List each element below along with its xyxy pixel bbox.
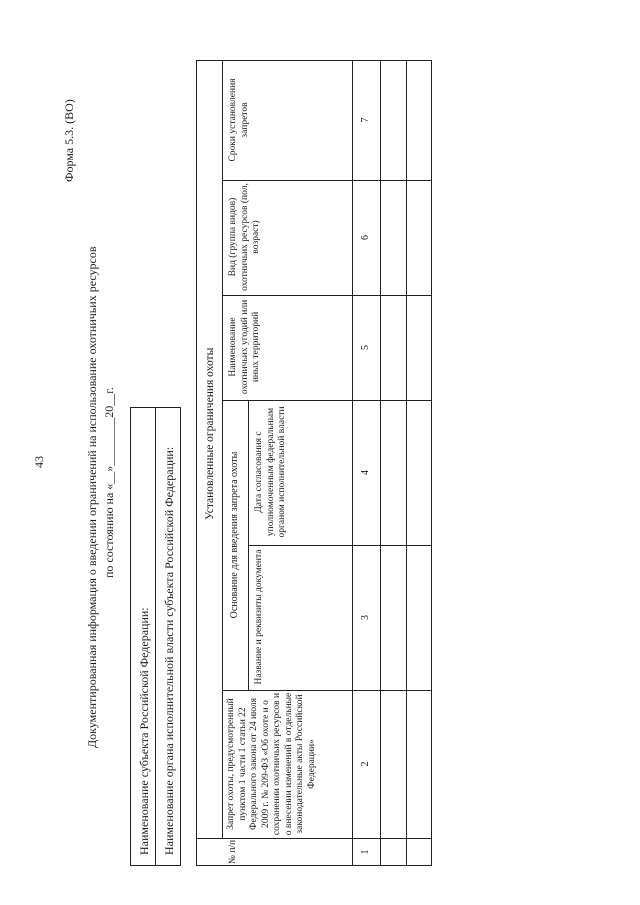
header-col-2: Запрет охоты, предусмотренный пунктом 1 части 1 статьи 22 Федерального закона от 24 июля 2009 г. № 209-ФЗ «Об охоте и о сохранении охотничьих ресурсов и о внесении изменений в отдельные законодательные акты Российской Федерации» — [226, 692, 317, 836]
header-col-1: № п/п — [228, 839, 238, 865]
table-row — [407, 61, 431, 865]
table-row — [381, 61, 405, 865]
sub-group-header: Основание для введения запрета охоты — [229, 451, 240, 619]
col-number-1: 1 — [360, 849, 371, 855]
header-col-6: Вид (группа видов) охотничьих ресурсов (пол, возраст) — [228, 183, 261, 291]
col-number-5: 5 — [360, 345, 371, 350]
form-label: Форма 5.3. (ВО) — [62, 99, 76, 182]
page-number: 43 — [32, 456, 46, 468]
header-col-5: Наименование охотничьих угодий или иных территорий — [228, 299, 261, 395]
document-title: Документированная информация о введении ограничений на использование охотничьих ресурсов — [85, 246, 99, 748]
subject-name-label: Наименование субъекта Российской Федерации: — [137, 607, 151, 855]
header-col-3: Название и реквизиты документа — [254, 549, 264, 685]
authority-name-label: Наименование органа исполнительной власти субъекта Российской Федерации: — [162, 446, 176, 855]
header-col-4: Дата согласования с уполномоченным федеральным органом исполнительной власти — [254, 406, 287, 538]
document-date-line: по состоянию на «__»________20__г. — [102, 387, 116, 578]
col-number-2: 2 — [360, 761, 371, 767]
header-col-7: Сроки установления запретов — [228, 78, 250, 162]
col-number-7: 7 — [360, 117, 371, 123]
col-number-3: 3 — [360, 615, 371, 620]
col-number-4: 4 — [360, 470, 371, 475]
group-header: Установленные ограничения охоты — [204, 347, 216, 520]
col-number-6: 6 — [360, 235, 371, 240]
